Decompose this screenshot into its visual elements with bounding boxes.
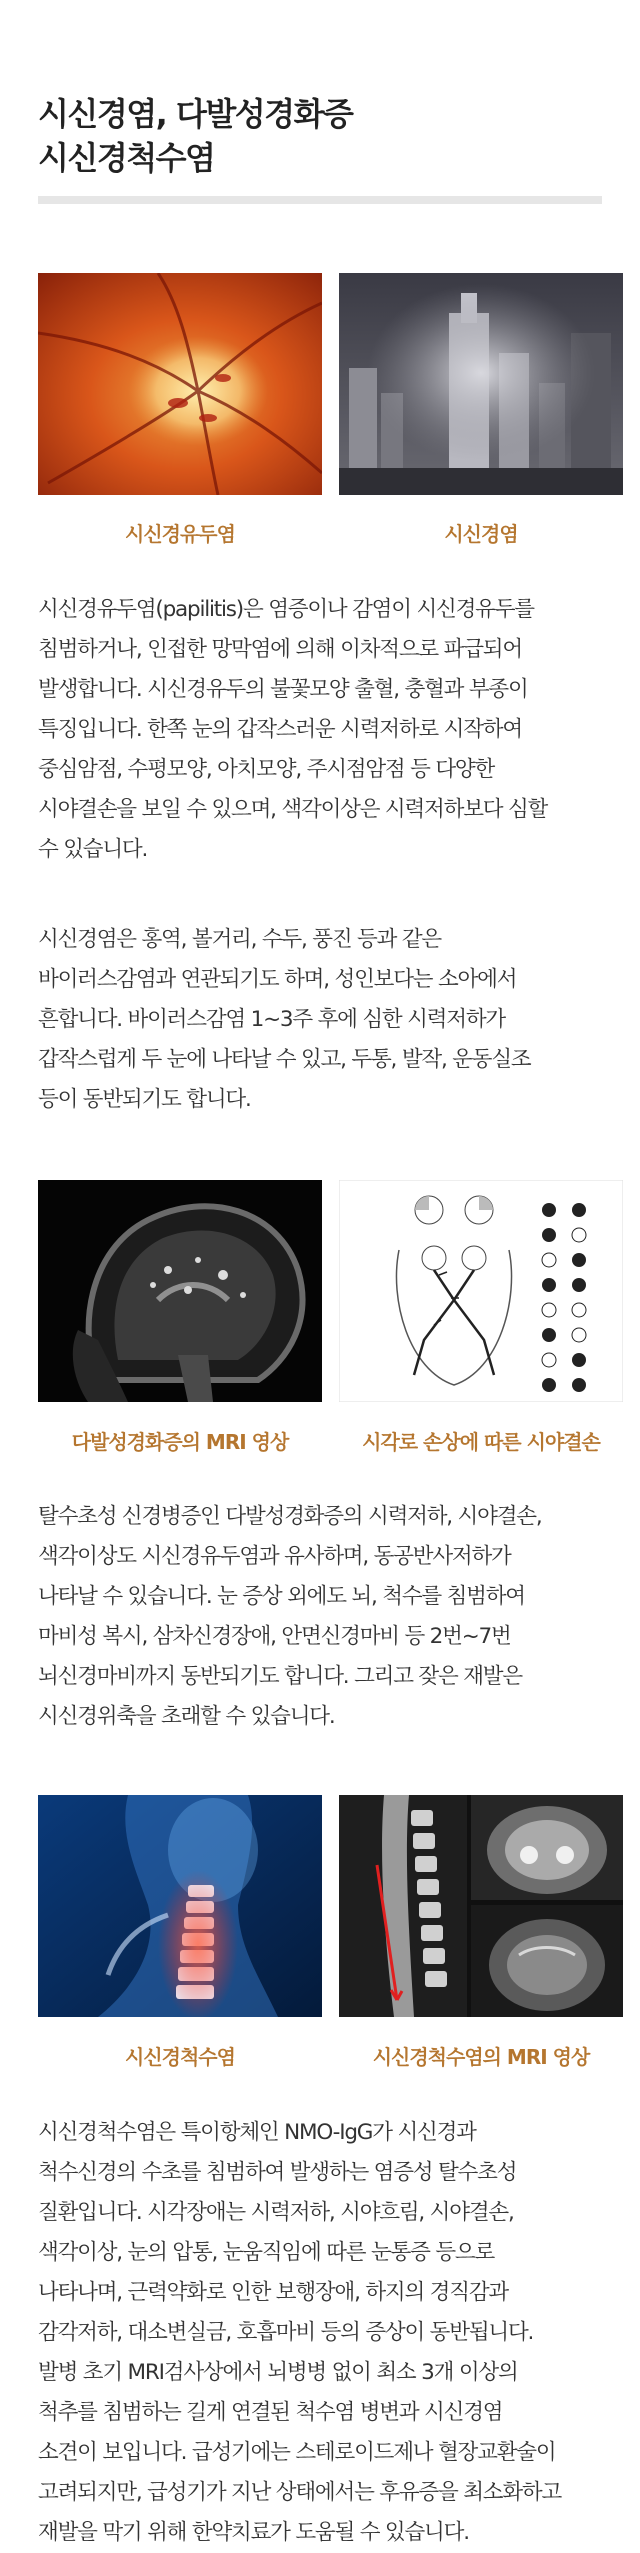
figure-caption: 시신경염 — [444, 522, 518, 546]
paragraph-line: 척수신경의 수초를 침범하여 발생하는 염증성 탈수초성 — [38, 2160, 517, 2185]
paragraph-line: 특징입니다. 한쪽 눈의 갑작스러운 시력저하로 시작하여 — [38, 717, 522, 742]
figure-caption: 시각로 손상에 따른 시야결손 — [362, 1430, 600, 1454]
paragraph-line: 감각저하, 대소변실금, 호흡마비 등의 증상이 동반됩니다. — [38, 2320, 534, 2345]
page-title — [38, 92, 352, 180]
paragraph-line: 수 있습니다. — [38, 837, 148, 862]
figure-caption: 시신경유두염 — [125, 522, 235, 546]
paragraph-line: 흔합니다. 바이러스감염 1~3주 후에 심한 시력저하가 — [38, 1007, 505, 1032]
paragraph-line: 바이러스감염과 연관되기도 하며, 성인보다는 소아에서 — [38, 967, 517, 992]
paragraph-line: 마비성 복시, 삼차신경장애, 안면신경마비 등 2번~7번 — [38, 1624, 511, 1649]
figure-caption: 다발성경화증의 MRI 영상 — [71, 1430, 289, 1454]
paragraph-line: 척추를 침범하는 길게 연결된 척수염 병변과 시신경염 — [38, 2400, 503, 2425]
body-paragraph — [38, 920, 608, 1120]
title-underline — [38, 196, 602, 204]
body-paragraph — [38, 590, 608, 870]
figure-caption: 시신경척수염 — [125, 2045, 235, 2069]
paragraph-line: 질환입니다. 시각장애는 시력저하, 시야흐림, 시야결손, — [38, 2200, 514, 2225]
paragraph-line: 발생합니다. 시신경유두의 불꽃모양 출혈, 충혈과 부종이 — [38, 677, 528, 702]
paragraph-line: 나타날 수 있습니다. 눈 증상 외에도 뇌, 척수를 침범하여 — [38, 1584, 525, 1609]
paragraph-line: 고려되지만, 급성기가 지난 상태에서는 후유증을 최소화하고 — [38, 2480, 562, 2505]
paragraph-line: 나타나며, 근력약화로 인한 보행장애, 하지의 경직감과 — [38, 2280, 508, 2305]
spinal-mri-image — [339, 1795, 623, 2017]
paragraph-line: 침범하거나, 인접한 망막염에 의해 이차적으로 파급되어 — [38, 637, 522, 662]
paragraph-line: 시신경척수염은 특이항체인 NMO-IgG가 시신경과 — [38, 2120, 476, 2145]
paragraph-line: 등이 동반되기도 합니다. — [38, 1087, 251, 1112]
paragraph-line: 뇌신경마비까지 동반되기도 합니다. 그리고 잦은 재발은 — [38, 1664, 522, 1689]
body-paragraph — [38, 2113, 608, 2553]
paragraph-line: 재발을 막기 위해 한약치료가 도움될 수 있습니다. — [38, 2520, 469, 2545]
spine-pain-illustration — [38, 1795, 322, 2017]
blurred-vision-city-image — [339, 273, 623, 495]
paragraph-line: 탈수초성 신경병증인 다발성경화증의 시력저하, 시야결손, — [38, 1504, 542, 1529]
brain-mri-sagittal-image — [38, 1180, 322, 1402]
paragraph-line: 발병 초기 MRI검사상에서 뇌병병 없이 최소 3개 이상의 — [38, 2360, 518, 2385]
paragraph-line: 시야결손을 보일 수 있으며, 색각이상은 시력저하보다 심할 — [38, 797, 548, 822]
paragraph-line: 중심암점, 수평모양, 아치모양, 주시점암점 등 다양한 — [38, 757, 495, 782]
paragraph-line: 색각이상, 눈의 압통, 눈움직임에 따른 눈통증 등으로 — [38, 2240, 495, 2265]
body-paragraph — [38, 1497, 608, 1737]
paragraph-line: 갑작스럽게 두 눈에 나타날 수 있고, 두통, 발작, 운동실조 — [38, 1047, 531, 1072]
page-title-line-1: 시신경염, 다발성경화증 — [38, 95, 353, 133]
paragraph-line: 시신경염은 홍역, 볼거리, 수두, 풍진 등과 같은 — [38, 927, 441, 952]
page-title-line-2: 시신경척수염 — [38, 139, 215, 177]
paragraph-line: 색각이상도 시신경유두염과 유사하며, 동공반사저하가 — [38, 1544, 511, 1569]
figure-caption: 시신경척수염의 MRI 영상 — [372, 2045, 590, 2069]
fundus-papillitis-image — [38, 273, 322, 495]
paragraph-line: 시신경위축을 초래할 수 있습니다. — [38, 1704, 335, 1729]
visual-pathway-diagram — [339, 1180, 623, 1402]
paragraph-line: 소견이 보입니다. 급성기에는 스테로이드제나 혈장교환술이 — [38, 2440, 556, 2465]
paragraph-line: 시신경유두염(papilitis)은 염증이나 감염이 시신경유두를 — [38, 597, 534, 622]
